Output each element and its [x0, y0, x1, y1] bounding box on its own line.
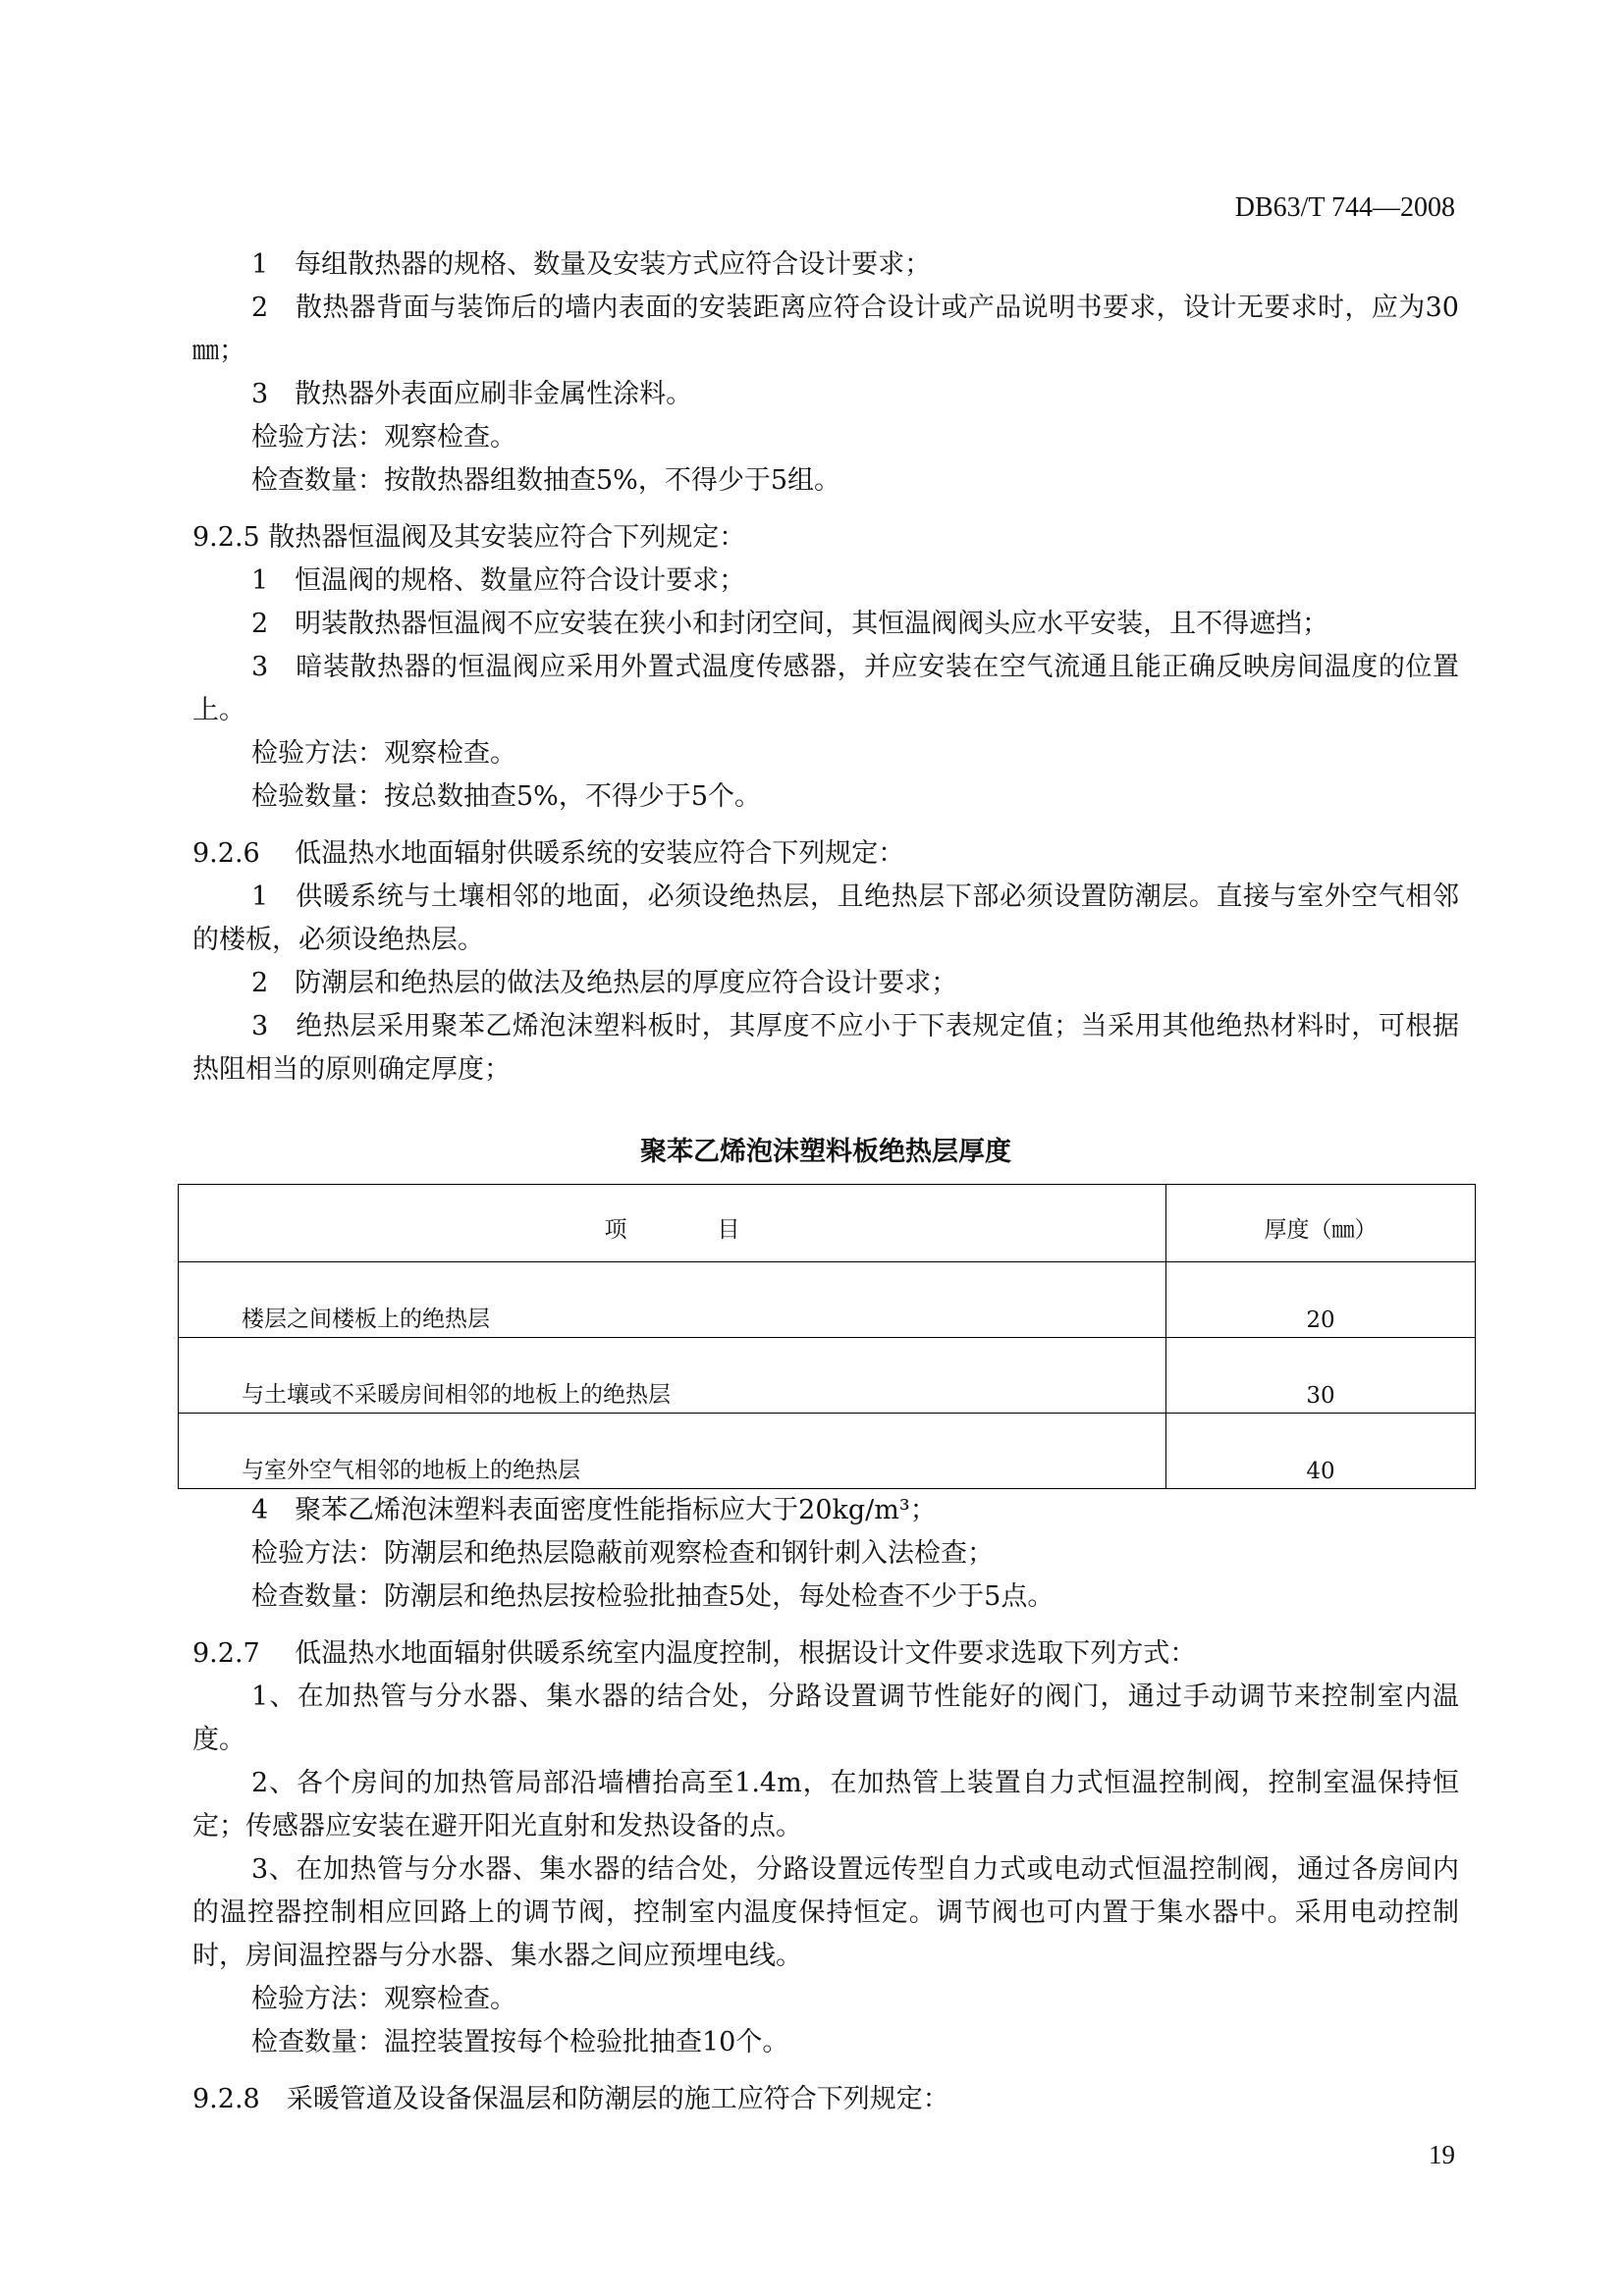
section-9-2-7 [192, 1632, 1459, 2064]
list-item: 3、在加热管与分水器、集水器的结合处，分路设置远传型自力式或电动式恒温控制阀，通过各房间内的温控器控制相应回路上的调节阀，控制室内温度保持恒定。调节阀也可内置于集水器中。采用电动控制时，房间温控器与分水器、集水器之间应预埋电线。 [192, 1854, 1459, 1971]
column-header-item: 项 目 [179, 1185, 1166, 1262]
inspection-method: 检验方法：观察检查。 [251, 422, 516, 453]
column-header-thickness: 厚度（㎜） [1166, 1185, 1476, 1262]
list-item: 4 聚苯乙烯泡沫塑料表面密度性能指标应大于20kg/m³； [251, 1495, 937, 1525]
inspection-quantity: 检查数量：温控装置按每个检验批抽查10个。 [251, 2027, 789, 2057]
table-cell-item: 与室外空气相邻的地板上的绝热层 [179, 1414, 1166, 1489]
inspection-quantity: 检查数量：按散热器组数抽查5%，不得少于5组。 [251, 465, 841, 496]
section-title: 9.2.8 采暖管道及设备保温层和防潮层的施工应符合下列规定： [192, 2084, 949, 2114]
table-row [179, 1338, 1476, 1414]
table-row [179, 1262, 1476, 1338]
table-cell-value: 20 [1166, 1262, 1476, 1338]
section-9-2-8 [192, 2078, 1459, 2121]
section-title: 9.2.5 散热器恒温阀及其安装应符合下列规定： [192, 522, 746, 553]
insulation-thickness-table [178, 1184, 1476, 1489]
section-9-2-5 [192, 516, 1459, 819]
section-9-2-6 [192, 832, 1459, 1619]
list-item: 2 明装散热器恒温阀不应安装在狭小和封闭空间，其恒温阀阀头应水平安装，且不得遮挡； [251, 609, 1329, 639]
list-item: 1 每组散热器的规格、数量及安装方式应符合设计要求； [251, 249, 932, 280]
list-item: 3 散热器外表面应刷非金属性涂料。 [251, 379, 693, 409]
page-content [192, 243, 1459, 2121]
table-cell-value: 40 [1166, 1414, 1476, 1489]
list-item: 2 防潮层和绝热层的做法及绝热层的厚度应符合设计要求； [251, 968, 958, 998]
section-title: 9.2.7 低温热水地面辐射供暖系统室内温度控制，根据设计文件要求选取下列方式： [192, 1638, 1197, 1669]
list-item: 1 供暖系统与土壤相邻的地面，必须设绝热层，且绝热层下部必须设置防潮层。直接与室外空气相邻的楼板，必须设绝热层。 [192, 881, 1459, 955]
table-title: 聚苯乙烯泡沫塑料板绝热层厚度 [640, 1137, 1011, 1167]
list-item: 1、在加热管与分水器、集水器的结合处，分路设置调节性能好的阀门，通过手动调节来控制室内温度。 [192, 1682, 1459, 1755]
inspection-method: 检验方法：观察检查。 [251, 1984, 516, 2014]
document-code: DB63/T 744—2008 [1234, 192, 1455, 223]
list-item: 1 恒温阀的规格、数量应符合设计要求； [251, 565, 746, 596]
table-cell-item: 楼层之间楼板上的绝热层 [179, 1262, 1166, 1338]
list-item: 3 暗装散热器的恒温阀应采用外置式温度传感器，并应安装在空气流通且能正确反映房间温度的位置上。 [192, 652, 1459, 725]
inspection-quantity: 检查数量：防潮层和绝热层按检验批抽查5处，每处检查不少于5点。 [251, 1581, 1055, 1612]
inspection-method: 检验方法：防潮层和绝热层隐蔽前观察检查和钢针刺入法检查； [251, 1538, 994, 1569]
section-title: 9.2.6 低温热水地面辐射供暖系统的安装应符合下列规定： [192, 838, 905, 869]
table-header-row [179, 1185, 1476, 1262]
inspection-method: 检验方法：观察检查。 [251, 738, 516, 769]
page-number: 19 [1429, 2140, 1455, 2169]
list-item: 3 绝热层采用聚苯乙烯泡沫塑料板时，其厚度不应小于下表规定值；当采用其他绝热材料时，可根据热阻相当的原则确定厚度； [192, 1011, 1459, 1085]
inspection-quantity: 检验数量：按总数抽查5%，不得少于5个。 [251, 781, 762, 812]
list-item: 2、各个房间的加热管局部沿墙槽抬高至1.4m，在加热管上装置自力式恒温控制阀，控制室温保持恒定；传感器应安装在避开阳光直射和发热设备的点。 [192, 1768, 1459, 1842]
list-item: 2 散热器背面与装饰后的墙内表面的安装距离应符合设计或产品说明书要求，设计无要求时，应为30㎜； [192, 293, 1459, 366]
table-cell-item: 与土壤或不采暖房间相邻的地板上的绝热层 [179, 1338, 1166, 1414]
item-block-1 [192, 243, 1459, 503]
table-cell-value: 30 [1166, 1338, 1476, 1414]
table-row [179, 1414, 1476, 1489]
